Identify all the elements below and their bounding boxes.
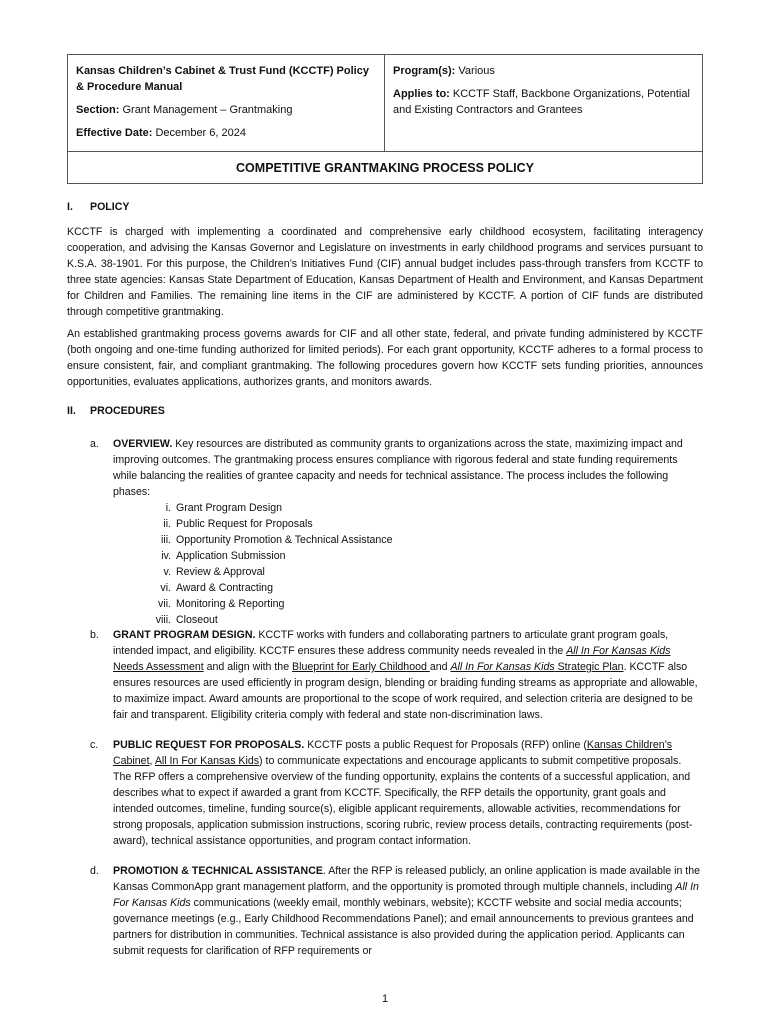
procedure-item-grant-program-design xyxy=(90,627,702,723)
phase-number: iii. xyxy=(160,534,171,546)
policy-header-table xyxy=(67,54,703,184)
phase-item xyxy=(113,612,702,628)
phase-item xyxy=(113,532,702,548)
item-marker: d. xyxy=(90,865,99,877)
phase-label: Monitoring & Reporting xyxy=(176,598,285,610)
phase-label: Grant Program Design xyxy=(176,502,282,514)
paragraph-text: An established grantmaking process governs awards for CIF and all other state, federal, and private funding administered by KCCTF (both ongoing and one-time funding authorized for limited periods). For each grant opportunity, KCCTF adheres to a formal process to ensure consistent, fair, and compliant grantmaking. The following procedures govern how KCCTF sets funding priorities, announces opportunities, evaluates applications, authorizes grants, and monitors awards. xyxy=(67,328,703,388)
phase-number: i. xyxy=(165,502,171,514)
policy-paragraph-2 xyxy=(67,326,703,390)
applies-to-value: KCCTF Staff, Backbone Organizations, Potential and Existing Contractors and Grantees xyxy=(393,88,690,116)
item-text: and xyxy=(429,661,451,673)
item-lead: PUBLIC REQUEST FOR PROPOSALS. xyxy=(113,739,305,751)
header-right-cell xyxy=(385,55,702,151)
item-marker: a. xyxy=(90,438,99,450)
phase-item xyxy=(113,580,702,596)
phase-number: ii. xyxy=(163,518,171,530)
phase-list xyxy=(113,500,702,628)
policy-paragraph-1 xyxy=(67,224,703,320)
section-value: Grant Management – Grantmaking xyxy=(122,104,293,116)
link-text-italic: All In For Kansas Kids xyxy=(450,661,555,673)
header-left-cell xyxy=(68,55,385,151)
paragraph-text: KCCTF is charged with implementing a coordinated and comprehensive early childhood ecosystem, facilitating interagency cooperation, and advising the Kansas Governor and Legislature on investments in early childhood programs and services pursuant to K.S.A. 38-1901. For this purpose, the Children’s Initiatives Fund (CIF) annual budget includes pass-through transfers from KCCTF to three state agencies: Kansas State Department of Education, Kansas Department of Health and Environment, and Kansas Department for Children and Families. The remaining line items in the CIF are administered by KCCTF. A portion of CIF funds are distributed through competitive grantmaking. xyxy=(67,226,703,318)
section-title: POLICY xyxy=(90,201,130,213)
section-number: I. xyxy=(67,201,73,213)
item-text-italic: All In For Kansas Kids xyxy=(113,881,699,909)
policy-title: COMPETITIVE GRANTMAKING PROCESS POLICY xyxy=(68,151,702,183)
item-text: and align with the xyxy=(203,661,293,673)
item-marker: b. xyxy=(90,629,99,641)
section-heading-procedures xyxy=(67,405,165,417)
item-text: KCCTF posts a public Request for Proposals (RFP) online ( xyxy=(304,739,587,751)
procedure-item-overview xyxy=(90,436,702,628)
blueprint-link[interactable]: Blueprint for Early Childhood xyxy=(292,661,430,673)
item-text: Key resources are distributed as community grants to organizations across the state, maximizing impact and improving outcomes. The grantmaking process ensures compliance with rigorous federal and state funding requirements while balancing the realities of grantee capacity and needs for technical assistance. The process includes the following phases: xyxy=(113,438,683,498)
phase-number: vii. xyxy=(158,598,171,610)
item-lead: OVERVIEW. xyxy=(113,438,173,450)
phase-label: Opportunity Promotion & Technical Assistance xyxy=(176,534,393,546)
phase-label: Award & Contracting xyxy=(176,582,273,594)
link-text: Strategic Plan xyxy=(554,661,624,673)
item-marker: c. xyxy=(90,739,99,751)
phase-label: Application Submission xyxy=(176,550,286,562)
phase-item xyxy=(113,548,702,564)
item-text: . KCCTF also ensures resources are used efficiently in program design, blending or braiding funding streams as appropriate and allowable, to maximize impact. Award amounts are proportional to the scope of work required, and selection criteria are designed to be fair and transparent. Eligibility criteria comply with federal and state non-discrimination laws. xyxy=(113,661,698,721)
phase-item xyxy=(113,516,702,532)
kansas-childrens-cabinet-link[interactable]: Kansas Children’s Cabinet xyxy=(113,739,673,767)
link-text-italic: All In For Kansas Kids xyxy=(566,645,671,657)
section-title: PROCEDURES xyxy=(90,405,165,417)
item-lead: GRANT PROGRAM DESIGN. xyxy=(113,629,256,641)
phase-item xyxy=(113,596,702,612)
section-label: Section: xyxy=(76,104,120,116)
programs-label: Program(s): xyxy=(393,65,456,77)
phase-number: v. xyxy=(163,566,171,578)
section-heading-policy xyxy=(67,201,129,213)
procedure-item-promotion-technical-assistance xyxy=(90,863,702,959)
item-text: . After the RFP is released publicly, an online application is made available in the Kansas CommonApp grant management platform, and the opportunity is promoted through multiple channels, including xyxy=(113,865,701,893)
phase-number: viii. xyxy=(155,614,171,626)
item-text: , xyxy=(149,755,155,767)
item-lead: PROMOTION & TECHNICAL ASSISTANCE xyxy=(113,865,323,877)
item-text: KCCTF works with funders and collaborating partners to articulate grant program goals, intended impact, and eligibility. KCCTF ensures these address community needs revealed in the xyxy=(113,629,669,657)
page-number: 1 xyxy=(381,993,389,1005)
effective-date-label: Effective Date: xyxy=(76,127,153,139)
item-text: communications (weekly email, monthly webinars, website); KCCTF website and social media accounts; governance meetings (e.g., Early Childhood Recommendations Panel); and email announcements to previous grantees and partners for distribution in communities. Technical assistance is also provided during the application period. Applicants can submit requests for clarification of RFP requirements or xyxy=(113,897,694,957)
strategic-plan-link[interactable] xyxy=(450,661,623,673)
phase-label: Public Request for Proposals xyxy=(176,518,313,530)
section-number: II. xyxy=(67,405,76,417)
phase-number: vi. xyxy=(160,582,171,594)
phase-label: Review & Approval xyxy=(176,566,265,578)
applies-to-label: Applies to: xyxy=(393,88,450,100)
manual-title: Kansas Children’s Cabinet & Trust Fund (KCCTF) Policy & Procedure Manual xyxy=(76,65,369,93)
phase-number: iv. xyxy=(161,550,171,562)
item-text: ) to communicate expectations and encourage applicants to submit competitive proposals. The RFP offers a comprehensive overview of the funding opportunity, explains the contents of a successful application, and describes what to expect if awarded a grant from KCCTF. Specifically, the RFP details the opportunity, grant goals and intended outcomes, timeline, funding source(s), eligible applicant requirements, allowable activities, recommendations for strong proposals, application submission instructions, scoring rubric, review process details, contracting requirements (post-award), technical assistance opportunities, and program contact information. xyxy=(113,755,693,847)
all-in-for-kansas-kids-link[interactable]: All In For Kansas Kids xyxy=(154,755,260,767)
phase-item xyxy=(113,564,702,580)
procedure-item-public-rfp xyxy=(90,737,702,849)
programs-value: Various xyxy=(458,65,495,77)
effective-date-value: December 6, 2024 xyxy=(155,127,246,139)
link-text: Needs Assessment xyxy=(113,661,204,673)
phase-item xyxy=(113,500,702,516)
phase-label: Closeout xyxy=(176,614,218,626)
